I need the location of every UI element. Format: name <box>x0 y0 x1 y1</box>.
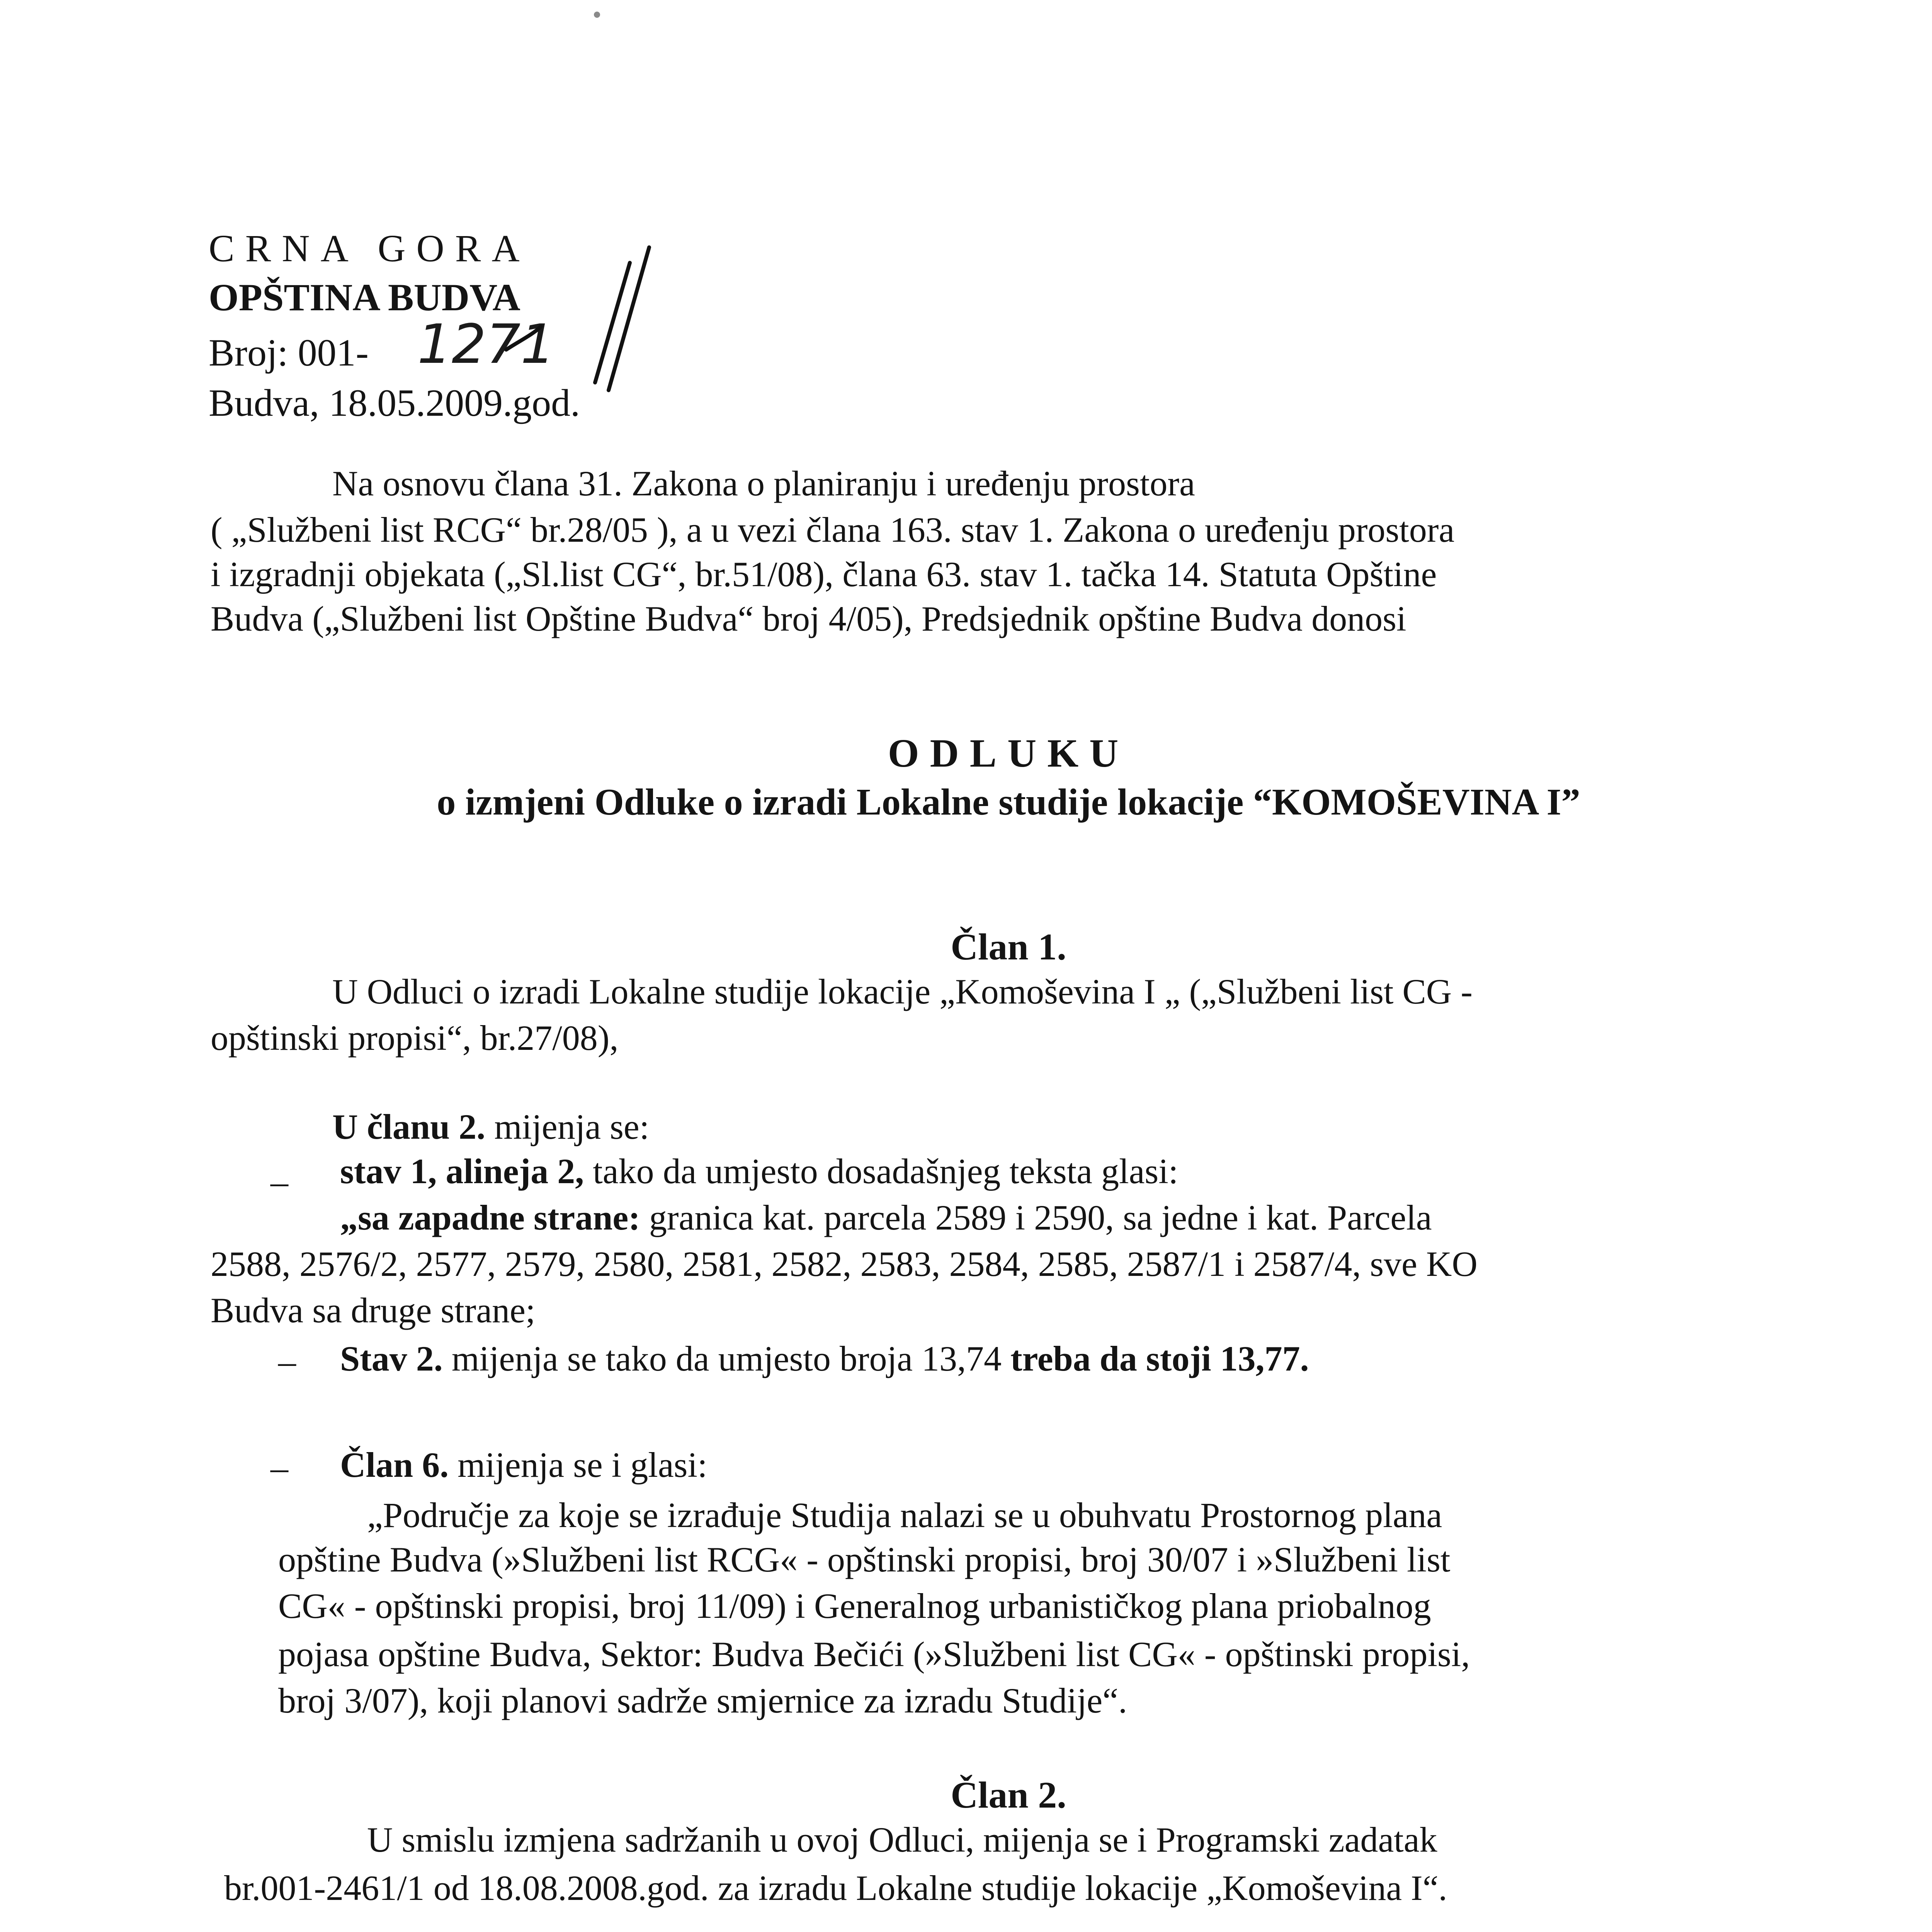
article-1-clan6-bold: Član 6. <box>340 1445 449 1485</box>
article-1-clan6-line-1: „Područje za koje se izrađuje Studija nalazi se u obuhvatu Prostornog plana <box>367 1495 1442 1535</box>
article-1-quote-line-2: 2588, 2576/2, 2577, 2579, 2580, 2581, 2582, 2583, 2584, 2585, 2587/1 i 2587/4, sve KO <box>211 1244 1478 1284</box>
article-1-intro-line-1: U Odluci o izradi Lokalne studije lokacije „Komoševina I „ („Službeni list CG - <box>332 972 1473 1011</box>
article-1-item-1-bold: stav 1, alineja 2, <box>340 1151 584 1191</box>
list-dash: – <box>278 1342 296 1381</box>
article-2-line-1: U smislu izmjena sadržanih u ovoj Odluci, mijenja se i Programski zadatak <box>367 1820 1437 1859</box>
article-1-heading: Član 1. <box>951 926 1066 968</box>
article-1-item-2-bold-end: treba da stoji 13,77. <box>1010 1339 1309 1378</box>
list-dash: – <box>270 1162 288 1201</box>
scan-specks <box>594 12 1779 1932</box>
article-2-line-2: br.001-2461/1 od 18.08.2008.god. za izradu Lokalne studije lokacije „Komoševina I“. <box>224 1868 1447 1908</box>
article-1-intro-line-2: opštinski propisi“, br.27/08), <box>211 1018 619 1058</box>
handwritten-number: 1271 <box>417 313 555 376</box>
article-1-quote-line-3: Budva sa druge strane; <box>211 1291 536 1330</box>
article-1-item-2-bold: Stav 2. <box>340 1339 443 1378</box>
list-dash: – <box>270 1448 288 1487</box>
article-1-clan6-line-2: opštine Budva (»Službeni list RCG« - opštinski propisi, broj 30/07 i »Službeni list <box>278 1540 1451 1579</box>
article-1-quote-rest: granica kat. parcela 2589 i 2590, sa jedne i kat. Parcela <box>640 1198 1432 1237</box>
article-1-item-1-rest: tako da umjesto dosadašnjeg teksta glasi: <box>584 1151 1179 1191</box>
preamble-line-4: Budva („Službeni list Opštine Budva“ broj 4/05), Predsjednik opštine Budva donosi <box>211 599 1406 638</box>
header-slash-marks <box>506 247 649 390</box>
article-1-clan6-line-5: broj 3/07), koji planovi sadrže smjernice za izradu Studije“. <box>278 1681 1128 1720</box>
preamble-line-1: Na osnovu člana 31. Zakona o planiranju i uređenju prostora <box>332 464 1195 503</box>
header-number-label: Broj: 001- <box>209 331 369 374</box>
header-municipality: OPŠTINA BUDVA <box>209 276 520 319</box>
article-2-heading: Član 2. <box>951 1774 1066 1816</box>
article-1-item-2-rest: mijenja se tako da umjesto broja 13,74 <box>442 1339 1010 1378</box>
article-1-clan6-rest: mijenja se i glasi: <box>449 1445 707 1485</box>
preamble-line-3: i izgradnji objekata („Sl.list CG“, br.51/08), člana 63. stav 1. tačka 14. Statuta Opštine <box>211 554 1437 594</box>
header-place-date: Budva, 18.05.2009.god. <box>209 381 580 424</box>
preamble-line-2: ( „Službeni list RCG“ br.28/05 ), a u vezi člana 163. stav 1. Zakona o uređenju prostora <box>211 510 1455 549</box>
article-1-in-article-rest: mijenja se: <box>485 1107 650 1146</box>
header-country: CRNA GORA <box>209 227 531 270</box>
article-1-clan6-line-4: pojasa opštine Budva, Sektor: Budva Bečići (»Službeni list CG« - opštinski propisi, <box>278 1634 1470 1674</box>
article-1-clan6-line-3: CG« - opštinski propisi, broj 11/09) i Generalnog urbanističkog plana priobalnog <box>278 1586 1431 1626</box>
document-title: ODLUKU <box>888 731 1129 776</box>
document-subtitle: o izmjeni Odluke o izradi Lokalne studije lokacije “KOMOŠEVINA I” <box>437 781 1580 823</box>
article-1-quote-bold: „sa zapadne strane: <box>340 1198 640 1237</box>
article-1-in-article-bold: U članu 2. <box>332 1107 486 1146</box>
